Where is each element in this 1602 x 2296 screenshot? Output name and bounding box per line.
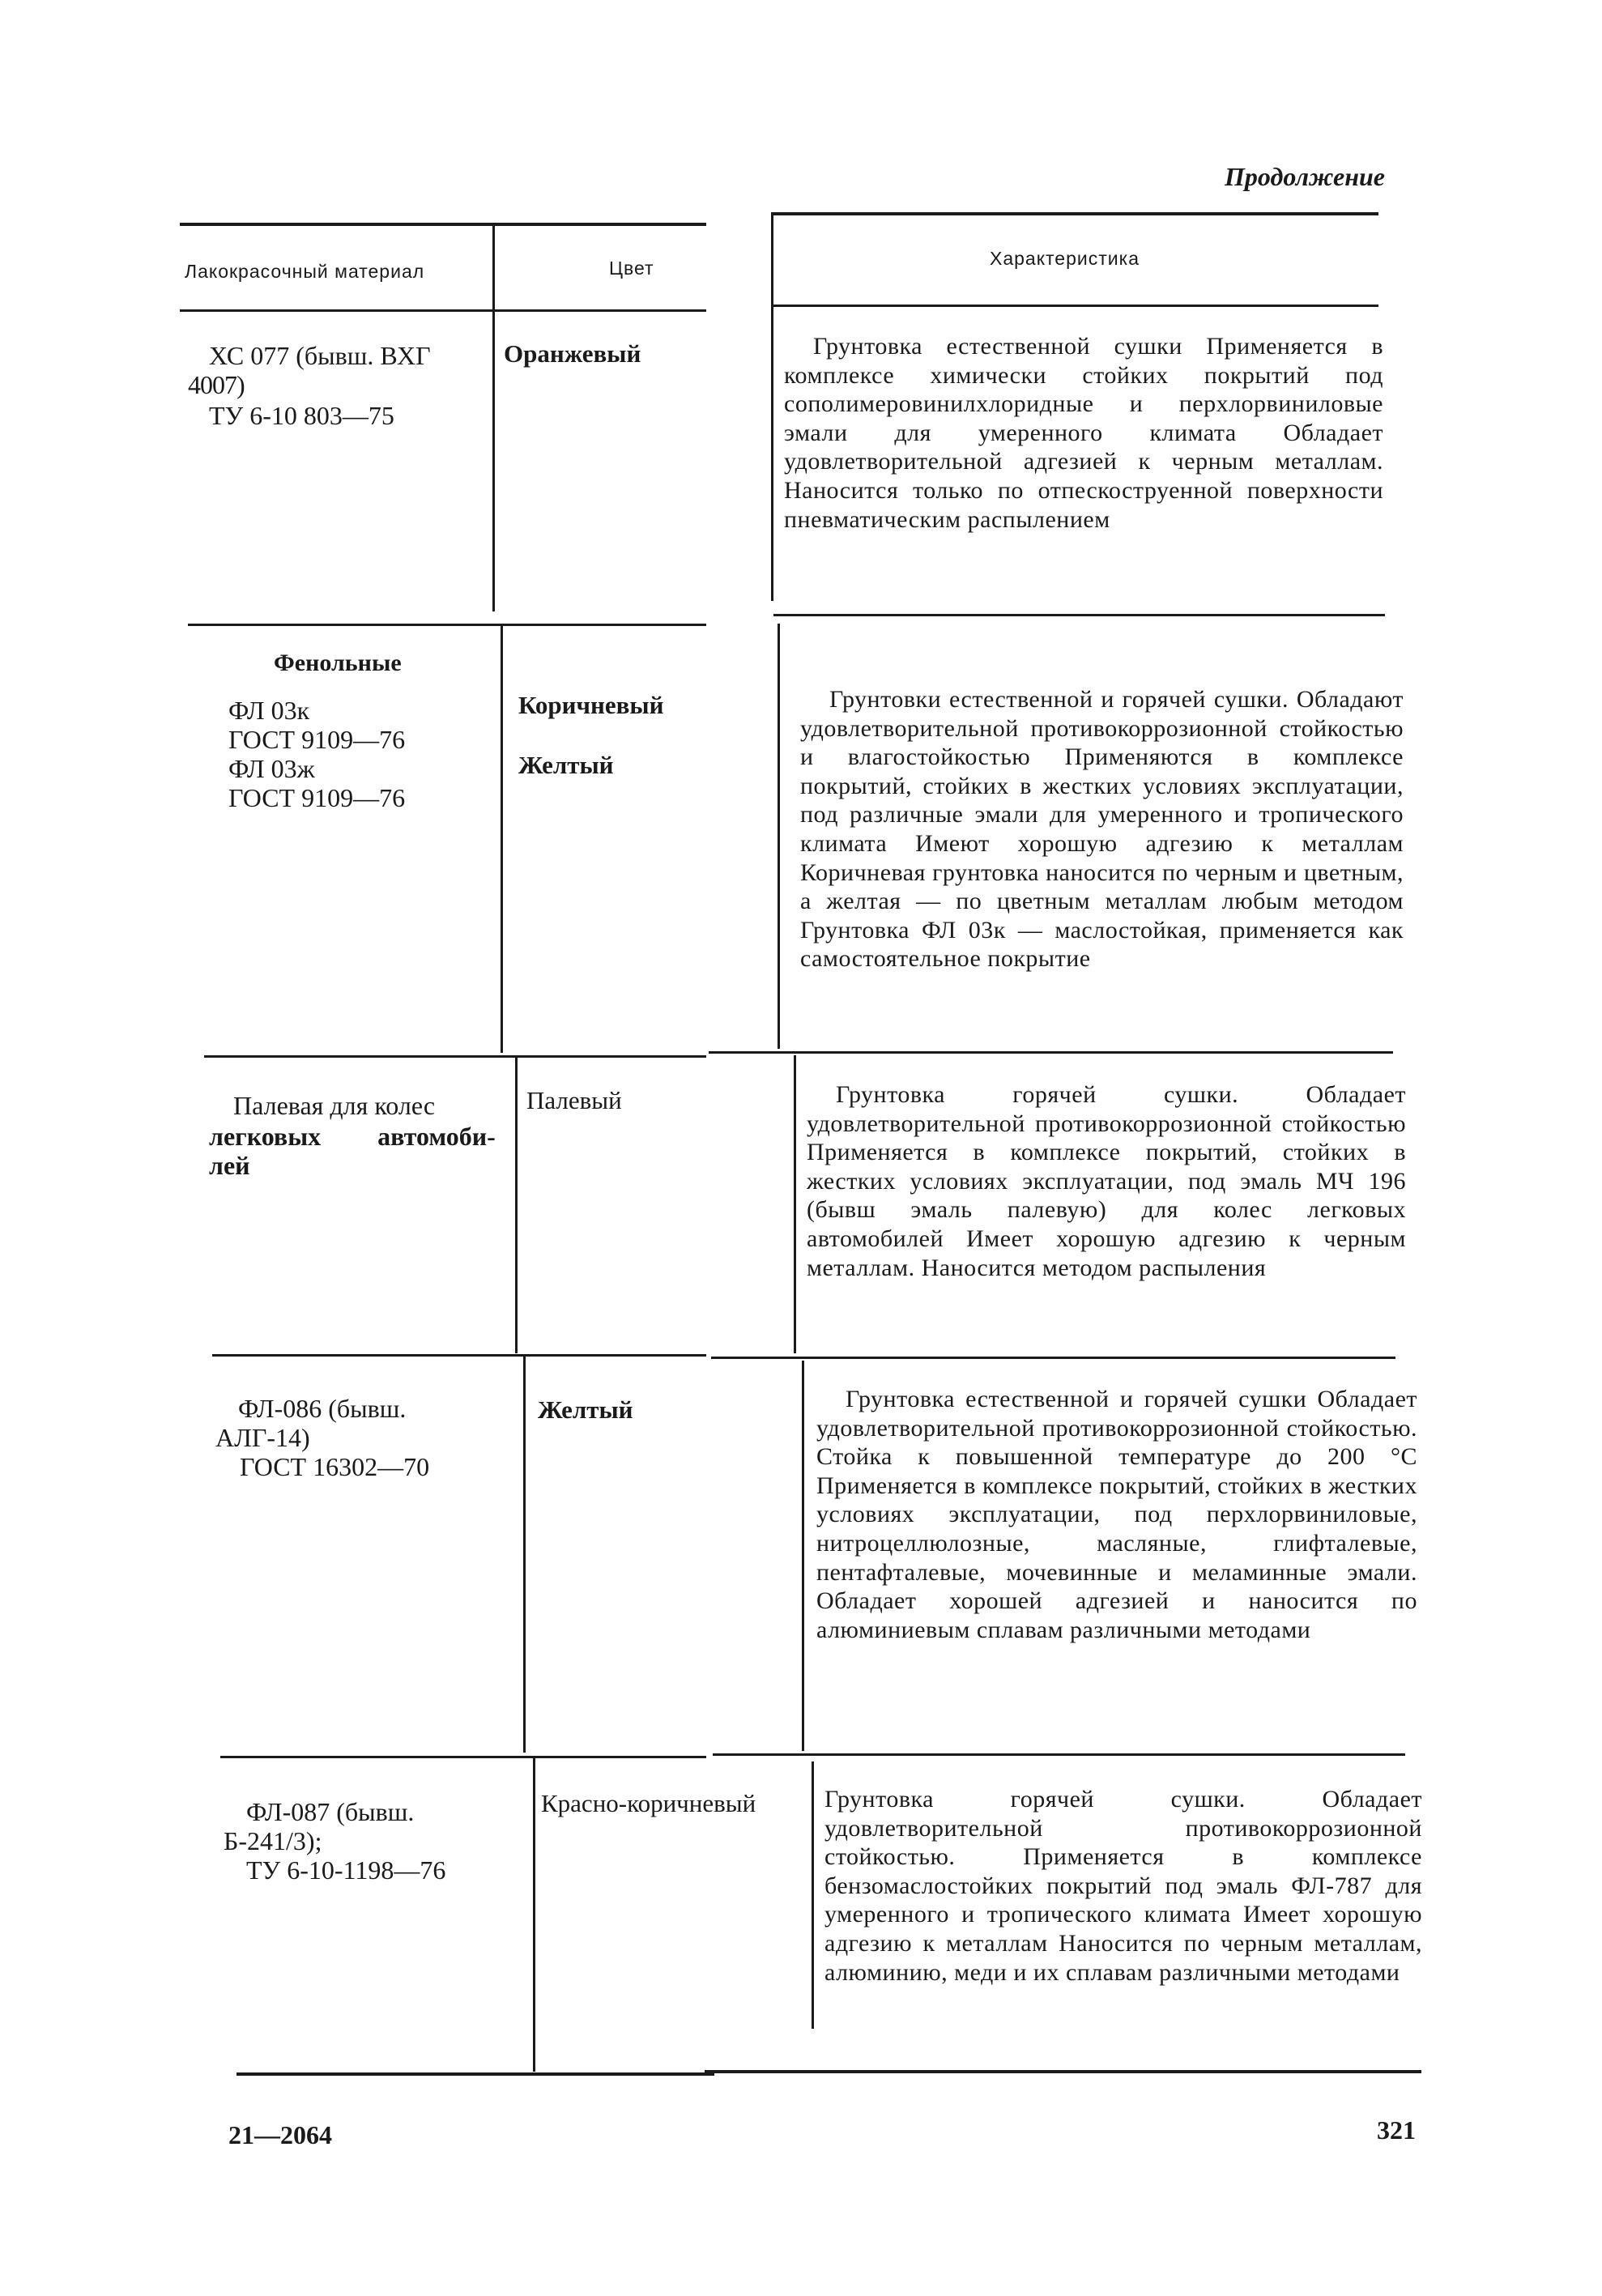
header-bottom-rule [180, 309, 706, 312]
column-divider-1 [523, 1354, 526, 1753]
material-line: АЛГ-14) [215, 1423, 310, 1452]
material-line: 4007) [188, 370, 245, 399]
row-divider [711, 1357, 1395, 1359]
material-line: легковых автомоби- [209, 1122, 496, 1151]
material-line: Палевая для колес [233, 1091, 436, 1120]
table-top-rule [180, 223, 706, 226]
material-line: ФЛ-086 (бывш. [238, 1394, 407, 1423]
color-value: Палевый [526, 1086, 622, 1114]
column-divider-2 [794, 1055, 796, 1353]
row-divider [709, 1051, 1393, 1054]
header-characteristic: Характеристика [990, 248, 1140, 269]
row-divider [220, 1756, 706, 1758]
description-text: Грунтовки естественной и горячей сушки. Обладают удовлетворительной противокоррозионной стойкостью и влагостойкостью Применяются в комплексе покрытий, стойких в жестких условиях эксплуатации, под различные эмали для умеренного и тропического климата Имеют хорошую адгезию к металлам Коричневая грунтовка наносится по черным и цветным, а желтая — по цветным металлам любым методом Грунтовка ФЛ 03к — маслостойкая, применяется как самостоятельное покрытие [800, 686, 1404, 973]
header-color: Цвет [609, 258, 654, 279]
color-value: Оранжевый [504, 339, 641, 368]
material-line: ТУ 6-10-1198—76 [246, 1855, 446, 1885]
color-value: Красно-коричневый [541, 1789, 756, 1817]
column-divider-2 [778, 624, 780, 1049]
table-bottom-rule [705, 2070, 1421, 2073]
row-divider [204, 1055, 706, 1058]
material-line: ФЛ 03ж [228, 754, 315, 783]
color-value: Желтый [538, 1395, 633, 1424]
column-divider-1 [492, 223, 495, 611]
material-line: ТУ 6-10 803—75 [209, 401, 394, 430]
row-divider [773, 614, 1385, 616]
description-text: Грунтовка горячей сушки. Обладает удовлетворительной противокоррозионной стойкостью. Применяется в комплексе бензомаслостойких покрытий под эмаль ФЛ-787 для умеренного и тропического климата Имеет хорошую адгезию к металлам Наносится по черным металлам, алюминию, меди и их сплавам различными методами [824, 1786, 1422, 1986]
row-divider [188, 624, 706, 626]
row-divider [212, 1354, 706, 1357]
row-divider [713, 1753, 1405, 1756]
description-text: Грунтовка естественной сушки Применяется в комплексе химически стойких покрытий под сополимеровинилхлоридные и перхлорвиниловые эмали для умеренного климата Обладает удовлетворительной адгезией к черным металлам. Наносится только по отпескоструенной поверхности пневматическим распылением [784, 333, 1383, 533]
material-line: лей [209, 1151, 250, 1180]
color-value: Коричневый [518, 691, 664, 719]
material-line: Б-241/3); [224, 1826, 322, 1855]
page-signature: 21—2064 [228, 2120, 332, 2149]
material-line: ФЛ-087 (бывш. [246, 1797, 415, 1826]
table-top-rule-right [771, 212, 1378, 215]
group-title: Фенольные [274, 650, 402, 676]
column-divider-1 [533, 1756, 535, 2072]
material-line: ГОСТ 9109—76 [228, 783, 406, 812]
column-divider-2 [812, 1761, 814, 2029]
material-line: ГОСТ 16302—70 [240, 1452, 430, 1481]
material-line: ХС 077 (бывш. ВХГ [209, 341, 431, 370]
continued-label: Продолжение [1225, 162, 1385, 191]
material-line: ГОСТ 9109—76 [228, 725, 406, 754]
column-divider-1 [501, 624, 503, 1053]
column-divider-1 [515, 1055, 518, 1353]
description-text: Грунтовка горячей сушки. Обладает удовлетворительной противокоррозионной стойкостью Применяется в комплексе покрытий, стойких в жестких условиях эксплуатации, под эмаль МЧ 196 (бывш эмаль палевую) для колес легковых автомобилей Имеет хорошую адгезию к черным металлам. Наносится методом распыления [807, 1081, 1406, 1281]
description-text: Грунтовка естественной и горячей сушки Обладает удовлетворительной противокоррозионной стойкостью. Стойка к повышенной температуре до 200 °С Применяется в комплексе покрытий, стойких в жестких условиях эксплуатации, под перхлорвиниловые, нитроцеллюлозные, масляные, глифталевые, пентафталевые, мочевинные и меламинные эмали. Обладает хорошей адгезией и наносится по алюминиевым сплавам различными методами [816, 1386, 1417, 1643]
color-value: Желтый [518, 751, 614, 779]
column-divider-2 [802, 1361, 804, 1751]
material-line: ФЛ 03к [228, 696, 310, 725]
column-divider-2 [771, 212, 773, 601]
header-material: Лакокрасочный материал [185, 261, 425, 282]
table-bottom-rule [236, 2072, 714, 2076]
page-number: 321 [1377, 2115, 1416, 2145]
header-bottom-rule-right [771, 305, 1378, 307]
